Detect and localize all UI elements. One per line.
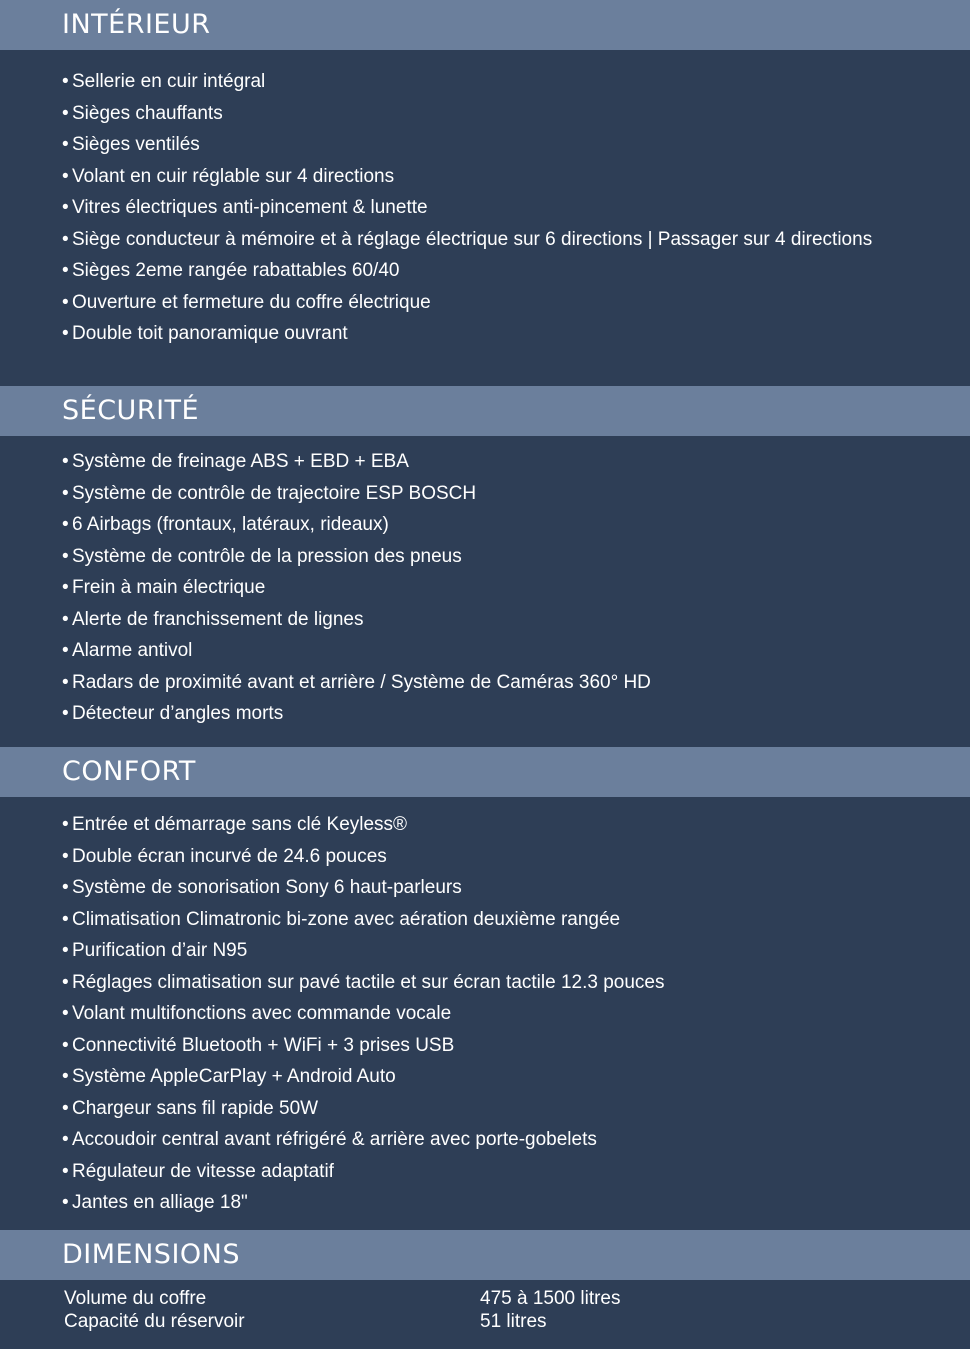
list-item: [62, 904, 664, 936]
bullet-icon: •: [62, 71, 69, 92]
list-item-label: Sièges ventilés: [72, 134, 200, 155]
list-item: [62, 192, 872, 224]
section-title-confort: CONFORT: [62, 756, 196, 787]
list-item-label: Connectivité Bluetooth + WiFi + 3 prises USB: [72, 1034, 455, 1056]
list-item: [62, 967, 664, 999]
list-item-label: Accoudoir central avant réfrigéré & arrière avec porte-gobelets: [72, 1129, 597, 1150]
bullet-icon: •: [62, 482, 69, 504]
list-item-label: Volant en cuir réglable sur 4 directions: [72, 165, 395, 187]
bullet-icon: •: [62, 703, 69, 724]
bullet-icon: •: [62, 1097, 69, 1119]
list-item: [62, 98, 872, 130]
list-item: [62, 635, 651, 667]
list-item: [62, 1061, 664, 1093]
bullet-icon: •: [62, 908, 69, 930]
list-item: [62, 1187, 664, 1219]
list-item: [62, 1030, 664, 1062]
section-title-dimensions: DIMENSIONS: [62, 1239, 240, 1270]
bullet-icon: •: [62, 102, 69, 124]
list-item: [62, 255, 872, 287]
list-item-label: Sièges 2eme rangée rabattables 60/40: [72, 260, 400, 281]
list-item: [62, 66, 872, 98]
section-header-securite: [0, 386, 970, 436]
list-item: [62, 318, 872, 350]
dimension-value: 51 litres: [480, 1311, 547, 1332]
list-item: [62, 604, 651, 636]
dimension-value: 475 à 1500 litres: [480, 1288, 621, 1309]
list-item-label: Système de contrôle de trajectoire ESP BOSCH: [72, 482, 477, 504]
bullet-icon: •: [62, 228, 69, 250]
bullet-icon: •: [62, 165, 69, 187]
list-item-label: 6 Airbags (frontaux, latéraux, rideaux): [72, 514, 389, 535]
list-item: [62, 541, 651, 573]
list-item-label: Sièges chauffants: [72, 102, 223, 124]
bullet-icon: •: [62, 134, 69, 155]
list-item-label: Vitres électriques anti-pincement & lunette: [72, 197, 428, 218]
list-item-label: Entrée et démarrage sans clé Keyless®: [72, 814, 408, 835]
list-item: [62, 1093, 664, 1125]
list-item-label: Système AppleCarPlay + Android Auto: [72, 1066, 396, 1087]
list-item-label: Radars de proximité avant et arrière / Système de Caméras 360° HD: [72, 671, 651, 693]
bullet-icon: •: [62, 1192, 69, 1213]
list-item: [62, 872, 664, 904]
list-item-label: Chargeur sans fil rapide 50W: [72, 1097, 319, 1119]
list-item: [62, 572, 651, 604]
dimension-label: Volume du coffre: [64, 1288, 207, 1309]
section-header-interieur: [0, 0, 970, 50]
section-header-dimensions: [0, 1230, 970, 1280]
list-item-label: Double toit panoramique ouvrant: [72, 323, 348, 344]
bullet-icon: •: [62, 971, 69, 993]
bullet-icon: •: [62, 877, 69, 898]
bullet-icon: •: [62, 451, 69, 472]
list-item: [62, 509, 651, 541]
list-item: [62, 667, 651, 699]
list-item-label: Jantes en alliage 18": [72, 1192, 248, 1213]
bullet-icon: •: [62, 1034, 69, 1056]
bullet-icon: •: [62, 577, 69, 598]
list-item-label: Alerte de franchissement de lignes: [72, 608, 364, 630]
list-item: [62, 809, 664, 841]
bullet-icon: •: [62, 845, 69, 867]
list-item: [62, 1156, 664, 1188]
list-item: [62, 998, 664, 1030]
list-item-label: Purification d’air N95: [72, 940, 248, 961]
list-item: [62, 287, 872, 319]
bullet-icon: •: [62, 608, 69, 630]
bullet-icon: •: [62, 940, 69, 961]
list-item-label: Double écran incurvé de 24.6 pouces: [72, 845, 387, 867]
list-item: [62, 841, 664, 873]
list-item-label: Alarme antivol: [72, 640, 193, 661]
bullet-icon: •: [62, 260, 69, 281]
feature-list-confort: [62, 809, 664, 1219]
list-item-label: Réglages climatisation sur pavé tactile et sur écran tactile 12.3 pouces: [72, 971, 665, 993]
list-item-label: Frein à main électrique: [72, 577, 266, 598]
list-item: [62, 1124, 664, 1156]
section-header-confort: [0, 747, 970, 797]
list-item-label: Détecteur d’angles morts: [72, 703, 284, 724]
bullet-icon: •: [62, 1160, 69, 1182]
bullet-icon: •: [62, 291, 69, 313]
bullet-icon: •: [62, 514, 69, 535]
list-item-label: Ouverture et fermeture du coffre électrique: [72, 291, 431, 313]
feature-list-securite: [62, 446, 651, 730]
bullet-icon: •: [62, 545, 69, 567]
bullet-icon: •: [62, 671, 69, 693]
list-item-label: Système de sonorisation Sony 6 haut-parleurs: [72, 877, 462, 898]
list-item-label: Volant multifonctions avec commande vocale: [72, 1003, 452, 1024]
list-item: [62, 161, 872, 193]
list-item: [62, 224, 872, 256]
list-item: [62, 478, 651, 510]
list-item-label: Siège conducteur à mémoire et à réglage électrique sur 6 directions | Passager sur 4 directions: [72, 228, 873, 250]
list-item-label: Sellerie en cuir intégral: [72, 71, 266, 92]
list-item-label: Régulateur de vitesse adaptatif: [72, 1160, 334, 1182]
bullet-icon: •: [62, 323, 69, 344]
bullet-icon: •: [62, 197, 69, 218]
list-item-label: Système de freinage ABS + EBD + EBA: [72, 451, 409, 472]
section-title-interieur: INTÉRIEUR: [62, 9, 211, 40]
dimension-row-reservoir: [64, 1310, 944, 1333]
feature-list-interieur: [62, 66, 872, 350]
bullet-icon: •: [62, 1066, 69, 1087]
list-item: [62, 446, 651, 478]
section-title-securite: SÉCURITÉ: [62, 395, 200, 426]
dimensions-table: [64, 1287, 944, 1333]
list-item-label: Climatisation Climatronic bi-zone avec aération deuxième rangée: [72, 908, 621, 930]
dimension-label: Capacité du réservoir: [64, 1311, 245, 1332]
bullet-icon: •: [62, 640, 69, 661]
bullet-icon: •: [62, 1129, 69, 1150]
list-item-label: Système de contrôle de la pression des pneus: [72, 545, 462, 567]
bullet-icon: •: [62, 814, 69, 835]
list-item: [62, 698, 651, 730]
list-item: [62, 935, 664, 967]
bullet-icon: •: [62, 1003, 69, 1024]
list-item: [62, 129, 872, 161]
dimension-row-coffre: [64, 1287, 944, 1310]
